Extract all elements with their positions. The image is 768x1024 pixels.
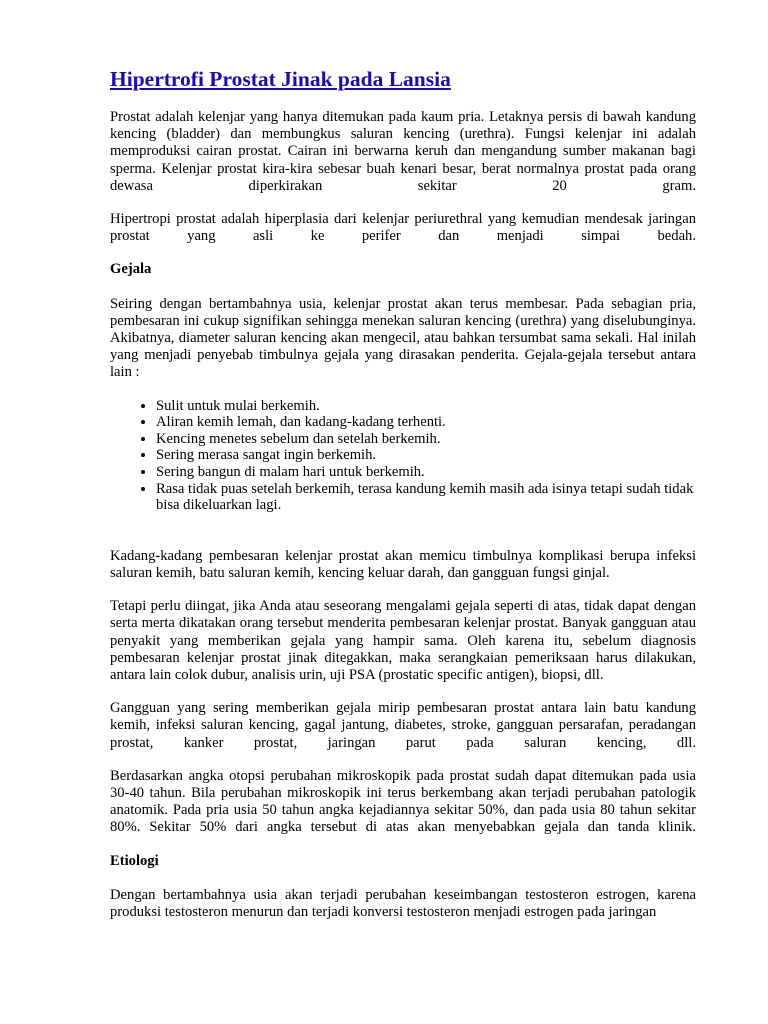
symptom-list: [110, 398, 696, 514]
paragraph-gangguan: Gangguan yang sering memberikan gejala mirip pembesaran prostat antara lain batu kandung kemih, infeksi saluran kencing, gagal jantung, diabetes, stroke, gangguan persarafan, peradangan prostat, kanker prostat, jaringan parut pada saluran kencing, dll.: [110, 700, 696, 751]
list-item: • Rasa tidak puas setelah berkemih, terasa kandung kemih masih ada isinya tetapi sudah tidak bisa dikeluarkan lagi.: [156, 481, 696, 514]
paragraph-diagnosis: Tetapi perlu diingat, jika Anda atau seseorang mengalami gejala seperti di atas, tidak dapat dengan serta merta dikatakan orang tersebut menderita pembesaran kelenjar prostat. Banyak gangguan atau penyakit yang memberikan gejala yang hampir sama. Oleh karena itu, sebelum diagnosis pembesaran kelenjar prostat jinak ditegakkan, maka serangkaian pemeriksaan harus dilakukan, antara lain colok dubur, analisis urin, uji PSA (prostatic specific antigen), biopsi, dll.: [110, 598, 696, 684]
list-item: • Sering bangun di malam hari untuk berkemih.: [156, 464, 696, 481]
list-item: • Sering merasa sangat ingin berkemih.: [156, 447, 696, 464]
heading-etiologi: Etiologi: [110, 852, 159, 869]
list-item: • Sulit untuk mulai berkemih.: [156, 398, 696, 415]
spacer: [110, 530, 696, 548]
paragraph-otopsi: Berdasarkan angka otopsi perubahan mikroskopik pada prostat sudah dapat ditemukan pada usia 30-40 tahun. Bila perubahan mikroskopik ini terus berkembang akan terjadi perubahan patologik anatomik. Pada pria usia 50 tahun angka kejadiannya sekitar 50%, dan pada usia 80 tahun sekitar 80%. Sekitar 50% dari angka tersebut di atas akan menyebabkan gejala dan tanda klinik.: [110, 767, 696, 836]
paragraph-gejala: Seiring dengan bertambahnya usia, kelenjar prostat akan terus membesar. Pada sebagian pria, pembesaran ini cukup signifikan sehingga menekan saluran kencing (urethra) yang diselubunginya. Akibatnya, diameter saluran kencing akan mengecil, atau bahkan tersumbat sama sekali. Hal inilah yang menjadi penyebab timbulnya gejala yang dirasakan penderita. Gejala-gejala tersebut antara lain :: [110, 295, 696, 381]
list-item: • Aliran kemih lemah, dan kadang-kadang terhenti.: [156, 414, 696, 431]
paragraph-intro: Prostat adalah kelenjar yang hanya ditemukan pada kaum pria. Letaknya persis di bawah kandung kencing (bladder) dan membungkus saluran kencing (urethra). Fungsi kelenjar ini adalah memproduksi cairan prostat. Cairan ini berwarna keruh dan mengandung sumber makanan bagi sperma. Kelenjar prostat kira-kira sebesar buah kenari besar, berat normalnya prostat pada orang dewasa diperkirakan sekitar 20 gram.: [110, 109, 696, 194]
heading-gejala: Gejala: [110, 261, 152, 278]
paragraph-definition: Hipertropi prostat adalah hiperplasia dari kelenjar periurethral yang kemudian mendesak jaringan prostat yang asli ke perifer dan menjadi simpai bedah.: [110, 211, 696, 245]
paragraph-etiologi: Dengan bertambahnya usia akan terjadi perubahan keseimbangan testosteron estrogen, karena produksi testosteron menurun dan terjadi konversi testosteron menjadi estrogen pada jaringan: [110, 886, 696, 921]
document-title[interactable]: Hipertrofi Prostat Jinak pada Lansia: [110, 67, 451, 91]
paragraph-komplikasi: Kadang-kadang pembesaran kelenjar prostat akan memicu timbulnya komplikasi berupa infeksi saluran kemih, batu saluran kemih, kencing keluar darah, dan gangguan fungsi ginjal.: [110, 547, 696, 581]
list-item: • Kencing menetes sebelum dan setelah berkemih.: [156, 431, 696, 448]
